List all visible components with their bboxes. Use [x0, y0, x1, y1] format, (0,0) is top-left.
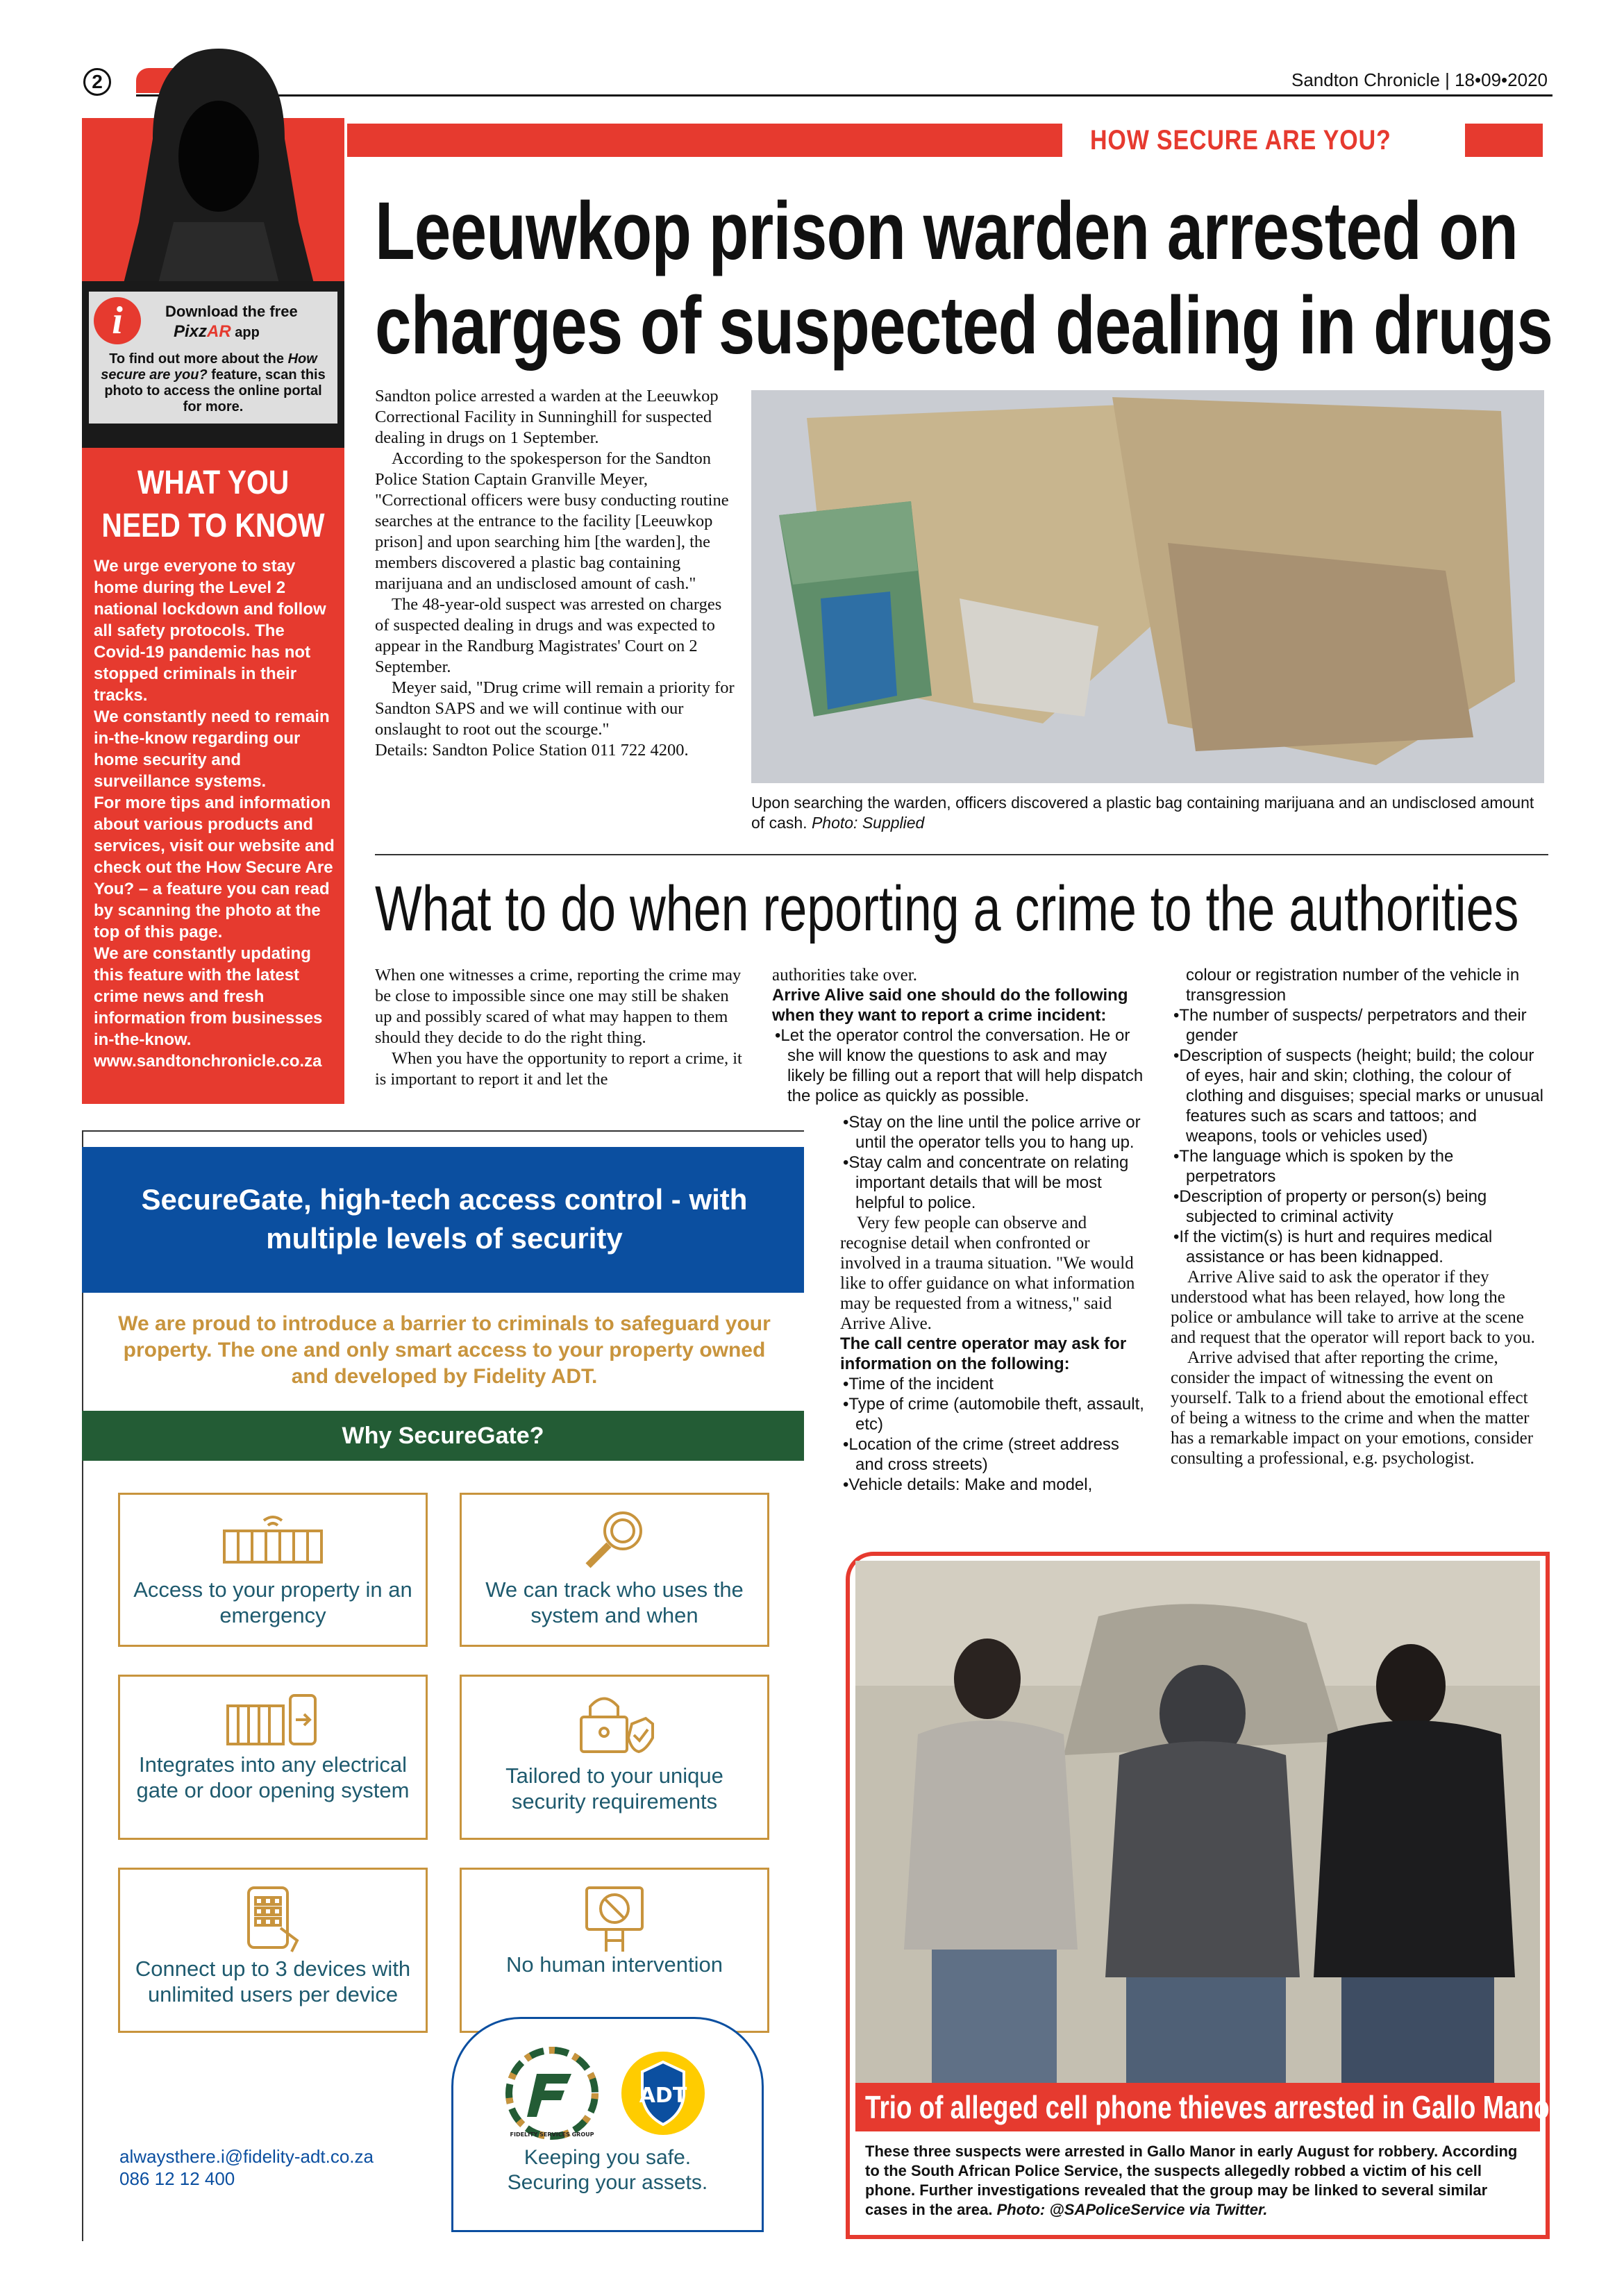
story2-bullet: • Description of suspects (height; build; the colour of eyes, hair and skin; clothing, the colour of clothing and disguises; special marks or unusual features such as scars and tattoos; and weapons, tools or vehicles used) — [1171, 1046, 1546, 1146]
section-banner-title: HOW SECURE ARE YOU? — [1090, 125, 1391, 156]
banner-bar — [347, 124, 1062, 157]
story2-column-2-lower — [840, 1112, 1146, 1495]
story2-bullet: • Type of crime (automobile theft, assault, etc) — [840, 1394, 1146, 1434]
story2-bullet-list — [772, 1025, 1147, 1106]
story2-bullet: • Location of the crime (street address and cross streets) — [840, 1434, 1146, 1475]
story2-paragraph: When one witnesses a crime, reporting the crime may be close to impossible since one may still be shaken up and possibly scared of what may happen to them should they decide to do the right thing. — [375, 966, 742, 1047]
page-number: 2 — [83, 68, 111, 96]
pixzar-instructions — [94, 351, 333, 415]
banner-bar-end — [1465, 124, 1543, 157]
story2-bullet: • Stay calm and concentrate on relating important details that will be most helpful to police. — [840, 1153, 1146, 1213]
story1-paragraph: Details: Sandton Police Station 011 722 4200. — [375, 741, 689, 760]
hooded-figure-image — [104, 42, 333, 305]
section-divider — [375, 854, 1548, 855]
story3-caption-credit: Photo: @SAPoliceService via Twitter. — [996, 2201, 1268, 2218]
feature-tile-tracking — [460, 1493, 769, 1647]
story2-bullet: • The number of suspects/ perpetrators and their gender — [1171, 1005, 1546, 1046]
feature-tile-emergency-access — [118, 1493, 428, 1647]
pixzar-logo-b: AR — [207, 322, 231, 341]
ad-why-heading: Why SecureGate? — [342, 1423, 544, 1449]
phone-keypad-icon — [242, 1885, 304, 1954]
story2-bullet: • Vehicle details: Make and model, — [840, 1475, 1146, 1495]
no-hand-icon — [580, 1885, 649, 1954]
story2-bullet-list — [840, 1374, 1146, 1495]
story2-column-3 — [1171, 965, 1546, 1468]
masthead-date: Sandton Chronicle | 18•09•2020 — [1291, 69, 1548, 90]
pixzar-text-3: feature, scan this photo to access the online portal for more. — [104, 367, 326, 414]
adt-logo-text: ADT — [639, 2084, 687, 2108]
ad-frame-top — [82, 1130, 804, 1132]
padlock-shield-icon — [573, 1689, 656, 1756]
pixzar-logo — [174, 322, 260, 342]
story1-paragraph: Sandton police arrested a warden at the Leeuwkop Correctional Facility in Sunninghill for suspected dealing in drugs on 1 September. — [375, 387, 719, 447]
gate-icon — [221, 1510, 325, 1566]
story1-caption — [751, 793, 1550, 833]
ad-contact — [119, 2145, 374, 2190]
sidebar-paragraph: For more tips and information about various products and services, visit our website and check out the How Secure Are You? – a feature you can read by scanning the photo at the top of this page. — [94, 794, 335, 941]
ad-tagline — [451, 2145, 764, 2195]
feature-label: Connect up to 3 devices with unlimited users per device — [135, 1956, 411, 2006]
story2-subhead: The call centre operator may ask for information on the following: — [840, 1334, 1127, 1373]
story2-subhead: Arrive Alive said one should do the following when they want to report a crime incident: — [772, 986, 1128, 1025]
story2-bullet-list — [840, 1112, 1146, 1213]
feature-label: We can track who uses the system and when — [485, 1577, 744, 1627]
story3-caption — [865, 2142, 1532, 2220]
info-icon: i — [94, 297, 141, 344]
story2-bullet-list — [1171, 1005, 1546, 1267]
story2-bullet: • Description of property or person(s) being subjected to criminal activity — [1171, 1187, 1546, 1227]
ad-logo-panel — [451, 2017, 764, 2232]
pixzar-logo-a: Pixz — [174, 322, 208, 341]
pixzar-download-text: Download the free — [165, 303, 298, 320]
story2-bullet: • If the victim(s) is hurt and requires medical assistance or has been kidnapped. — [1171, 1227, 1546, 1267]
story1-paragraph: Meyer said, "Drug crime will remain a priority for Sandton SAPS and we will continue with our onslaught to root out the scourge." — [375, 678, 735, 739]
ad-tagline-1: Keeping you safe. — [524, 2146, 692, 2169]
sidebar-website-link[interactable]: www.sandtonchronicle.co.za — [94, 1052, 322, 1071]
story2-paragraph: authorities take over. — [772, 966, 917, 984]
story2-column-2 — [772, 965, 1147, 1106]
feature-tile-no-human — [460, 1868, 769, 2033]
story1-paragraph: According to the spokesperson for the Sandton Police Station Captain Granville Meyer, "Correctional officers were busy conducting routine searches at the entrance to the facility [Leeuwkop prison] and upon searching him [the warden], the members discovered a plastic bag containing marijuana and an undisclosed amount of cash." — [375, 449, 729, 593]
feature-label: Access to your property in an emergency — [133, 1577, 412, 1627]
story3-headline: Trio of alleged cell phone thieves arrested in Gallo Manor — [865, 2089, 1559, 2125]
story1-paragraph: The 48-year-old suspect was arrested on charges of suspected dealing in drugs and was expected to appear in the Randburg Magistrates' Court on 2 September. — [375, 595, 722, 676]
ad-phone: 086 12 12 400 — [119, 2168, 235, 2189]
sidebar-body — [94, 555, 337, 1072]
story1-headline: Leeuwkop prison warden arrested on charges of suspected dealing in drugs — [375, 185, 1553, 371]
feature-label: Tailored to your unique security requirements — [505, 1763, 723, 1813]
story2-paragraph: When you have the opportunity to report a crime, it is important to report it and let the — [375, 1049, 742, 1089]
magnifier-icon — [580, 1507, 649, 1570]
story3-caption-text: These three suspects were arrested in Gallo Manor in early August for robbery. According to the South African Police Service, the suspects allegedly robbed a victim of his cell phone. Further investigations revealed that the group may be linked to several similar cases in the area. — [865, 2143, 1518, 2218]
sidebar-paragraph: We urge everyone to stay home during the Level 2 national lockdown and follow all safety protocols. The Covid-19 pandemic has not stopped criminals in their tracks. — [94, 557, 326, 705]
story1-caption-text: Upon searching the warden, officers discovered a plastic bag containing marijuana and an undisclosed amount of cash. — [751, 794, 1534, 832]
ad-intro: We are proud to introduce a barrier to criminals to safeguard your property. The one and only smart access to your property owned and developed by Fidelity ADT. — [118, 1312, 771, 1388]
ad-email-link[interactable]: alwaysthere.i@fidelity-adt.co.za — [119, 2146, 374, 2167]
fidelity-logo-text: FIDELITY SERVICES GROUP — [510, 2131, 594, 2138]
story1-photo — [751, 390, 1544, 783]
feature-tile-integration — [118, 1675, 428, 1840]
story2-paragraph: colour or registration number of the vehicle in transgression — [1186, 966, 1520, 1005]
story2-bullet: • The language which is spoken by the perpetrators — [1171, 1146, 1546, 1187]
story2-bullet: • Stay on the line until the police arrive or until the operator tells you to hang up. — [840, 1112, 1146, 1153]
top-rule — [136, 94, 1552, 97]
feature-label: Integrates into any electrical gate or door opening system — [136, 1752, 410, 1802]
sidebar-title: WHAT YOU NEED TO KNOW — [101, 464, 325, 544]
feature-label: No human intervention — [506, 1952, 723, 1977]
gate-arrow-icon — [224, 1692, 321, 1748]
adt-logo — [618, 2048, 708, 2138]
pixzar-text-2: How secure are you? — [101, 351, 317, 383]
story3-photo — [855, 1561, 1540, 2083]
feature-tile-tailored — [460, 1675, 769, 1840]
sidebar-paragraph: We constantly need to remain in-the-know regarding our home security and surveillance systems. — [94, 707, 330, 791]
story2-paragraph: Arrive Alive said to ask the operator if they understood what has been relayed, how long the police or ambulance will take to arrive at the scene and request that the operator will report back to you. — [1171, 1268, 1535, 1347]
ad-tagline-2: Securing your assets. — [507, 2171, 708, 2194]
story2-bullet: • Time of the incident — [840, 1374, 1146, 1394]
fidelity-logo — [503, 2045, 601, 2142]
story2-paragraph: Very few people can observe and recognise detail when confronted or involved in a trauma situation. "We would like to offer guidance on what information may be requested from a witness," said Arrive Alive. — [840, 1214, 1135, 1333]
sidebar-paragraph: We are constantly updating this feature with the latest crime news and fresh information from businesses in-the-know. — [94, 944, 323, 1049]
pixzar-text-1: To find out more about the — [109, 351, 285, 367]
story2-paragraph: Arrive advised that after reporting the crime, consider the impact of witnessing the event on yourself. Talk to a friend about the emotional effect of being a witness to the crime and when the matter has a remarkable impact on your emotions, consider consulting a professional, e.g. psychologist. — [1171, 1348, 1534, 1468]
ad-frame-left — [82, 1130, 83, 2241]
feature-tile-devices — [118, 1868, 428, 2033]
story1-caption-credit: Photo: Supplied — [811, 814, 925, 832]
pixzar-logo-c: app — [231, 325, 260, 340]
story2-headline: What to do when reporting a crime to the authorities — [375, 873, 1519, 944]
story1-body — [375, 386, 736, 761]
story2-bullet: • Let the operator control the conversation. He or she will know the questions to ask and may likely be filling out a report that will help dispatch the police as quickly as possible. — [772, 1025, 1147, 1106]
story2-column-1 — [375, 965, 750, 1090]
ad-title: SecureGate, high-tech access control - with multiple levels of security — [141, 1183, 748, 1255]
